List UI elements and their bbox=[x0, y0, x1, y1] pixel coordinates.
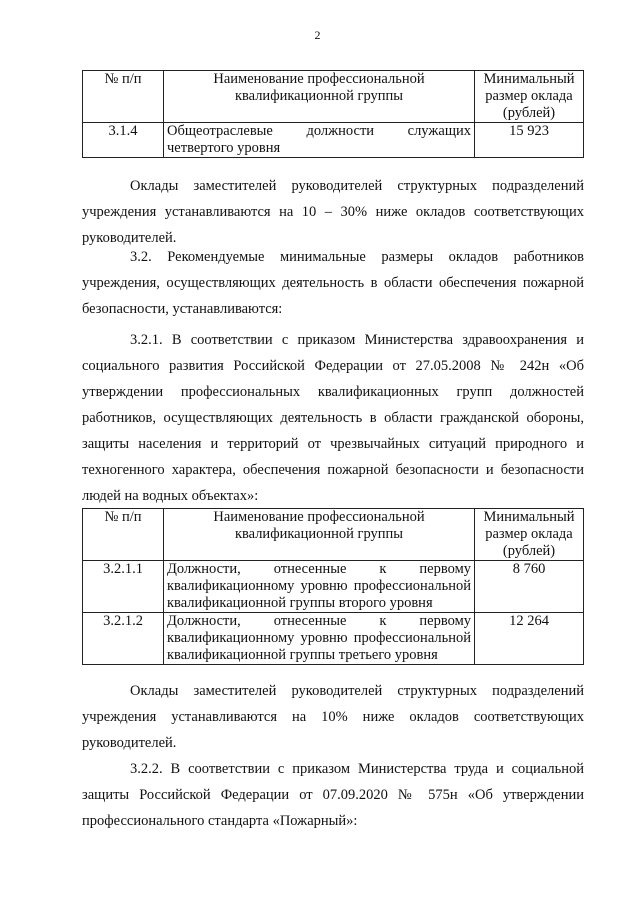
row-number-cell: 3.2.1.1 bbox=[83, 561, 164, 613]
salary-table-2 bbox=[82, 508, 584, 665]
row-number-cell: 3.2.1.2 bbox=[83, 613, 164, 665]
salary-cell: 12 264 bbox=[475, 613, 584, 665]
group-name-cell: Должности, отнесенные к первому квалификационному уровню профессиональной квалификационной группы второго уровня bbox=[164, 561, 475, 613]
table-row bbox=[83, 123, 584, 158]
paragraph-section-3-2: 3.2. Рекомендуемые минимальные размеры окладов работников учреждения, осуществляющих деятельность в области обеспечения пожарной безопасности, устанавливаются: bbox=[82, 249, 584, 317]
paragraph-section-3-2-1: 3.2.1. В соответствии с приказом Министерства здравоохранения и социального развития Российской Федерации от 27.05.2008 № 242н «Об утверждении профессиональных квалификационных групп должностей работников, осуществляющих деятельность в области гражданской обороны, защиты населения и территорий от чрезвычайных ситуаций природного и техногенного характера, обеспечения пожарной безопасности и безопасности людей на водных объектах»: bbox=[82, 332, 584, 504]
column-header-number: № п/п bbox=[83, 71, 164, 123]
paragraph-section-3-2-2: 3.2.2. В соответствии с приказом Министерства труда и социальной защиты Российской Федерации от 07.09.2020 № 575н «Об утверждении профессионального стандарта «Пожарный»: bbox=[82, 761, 584, 829]
table-header-row bbox=[83, 71, 584, 123]
group-name-cell: Общеотраслевые должности служащих четвертого уровня bbox=[164, 123, 475, 158]
table-header-row bbox=[83, 509, 584, 561]
column-header-group-name: Наименование профессиональной квалификационной группы bbox=[164, 71, 475, 123]
column-header-min-salary: Минимальный размер оклада (рублей) bbox=[475, 509, 584, 561]
column-header-number: № п/п bbox=[83, 509, 164, 561]
paragraph-deputy-salaries-2: Оклады заместителей руководителей структурных подразделений учреждения устанавливаются на 10% ниже окладов соответствующих руководителей. bbox=[82, 683, 584, 751]
salary-table-1 bbox=[82, 70, 584, 158]
table-row bbox=[83, 613, 584, 665]
column-header-min-salary: Минимальный размер оклада (рублей) bbox=[475, 71, 584, 123]
page-number: 2 bbox=[314, 28, 321, 42]
group-name-cell: Должности, отнесенные к первому квалификационному уровню профессиональной квалификационной группы третьего уровня bbox=[164, 613, 475, 665]
row-number-cell: 3.1.4 bbox=[83, 123, 164, 158]
salary-cell: 8 760 bbox=[475, 561, 584, 613]
salary-cell: 15 923 bbox=[475, 123, 584, 158]
column-header-group-name: Наименование профессиональной квалификационной группы bbox=[164, 509, 475, 561]
paragraph-deputy-salaries-1: Оклады заместителей руководителей структурных подразделений учреждения устанавливаются на 10 – 30% ниже окладов соответствующих руководителей. bbox=[82, 178, 584, 246]
table-row bbox=[83, 561, 584, 613]
